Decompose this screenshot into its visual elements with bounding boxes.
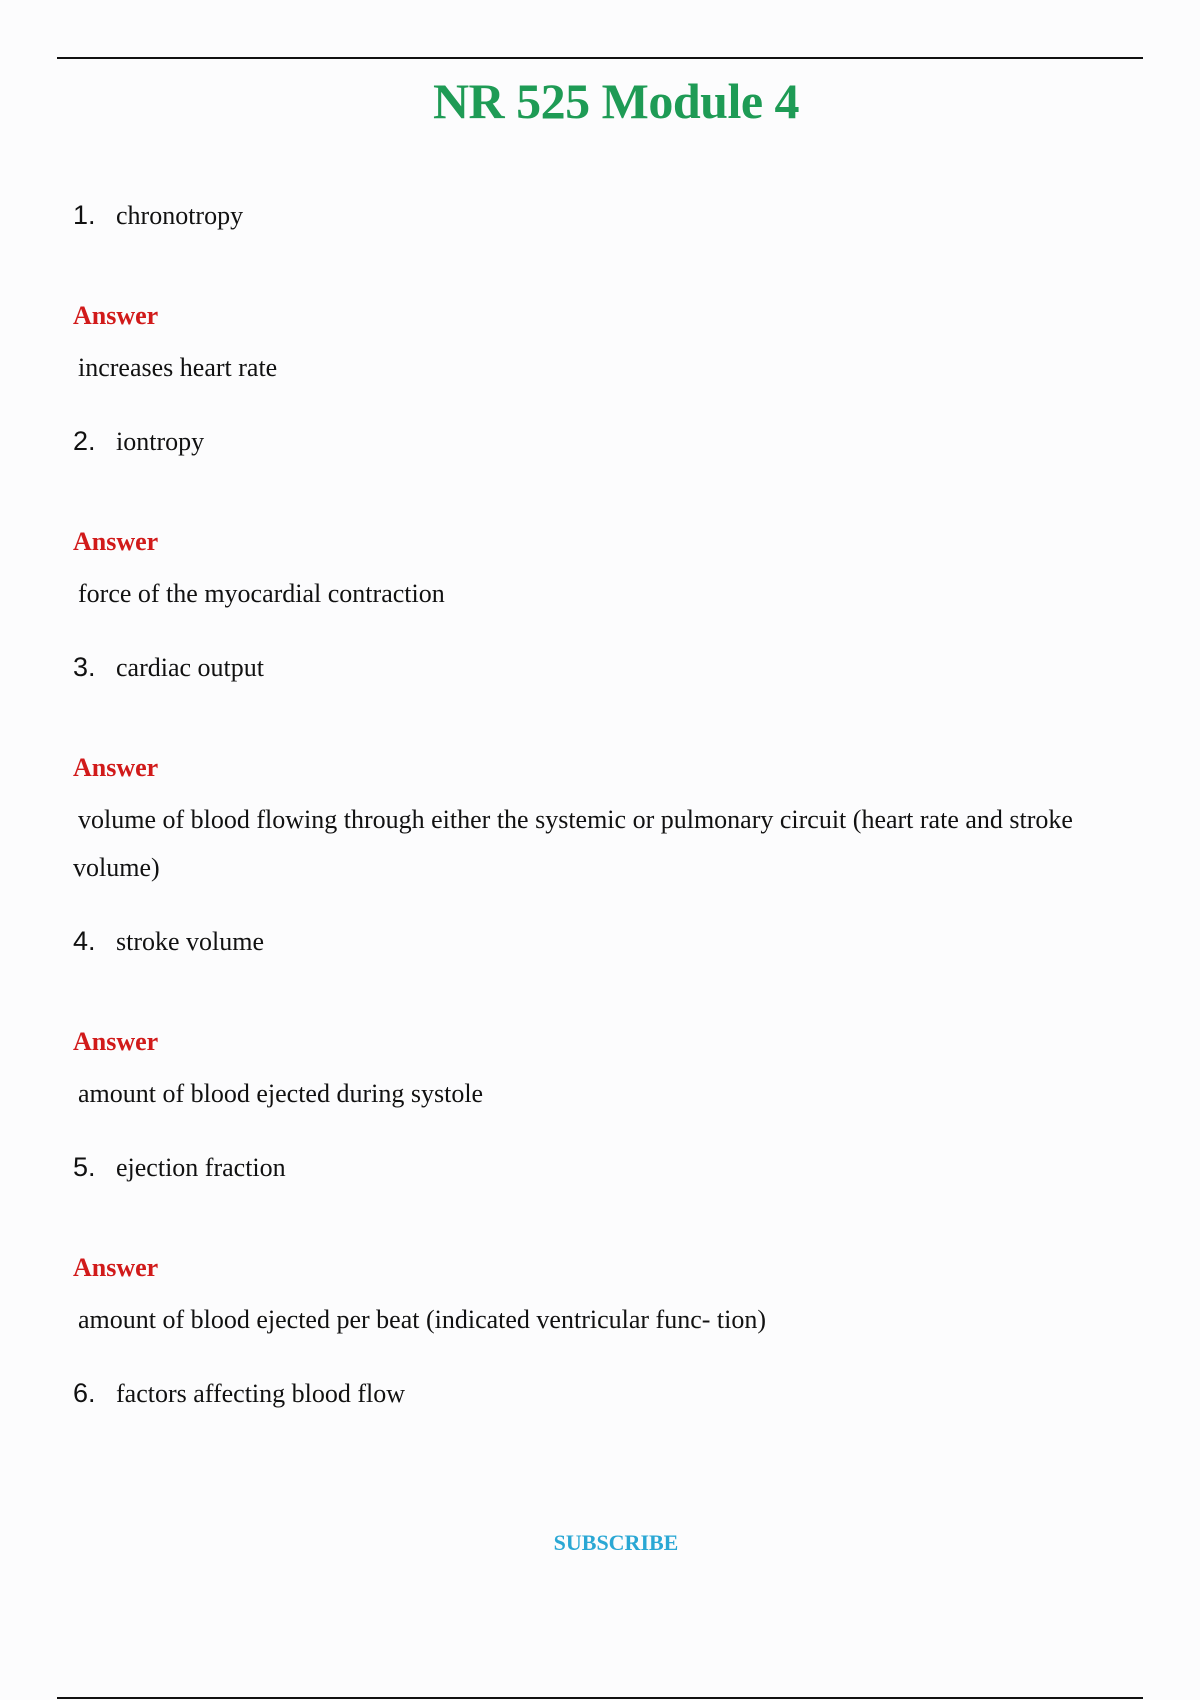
question xyxy=(73,1152,1143,1206)
answer-label: Answer xyxy=(73,1253,159,1282)
question-number: 2. xyxy=(73,426,96,456)
answer-label: Answer xyxy=(73,301,159,330)
question xyxy=(73,926,1143,980)
question xyxy=(73,1378,1143,1432)
qa-item xyxy=(73,1152,1143,1344)
question-list xyxy=(73,200,1143,1474)
subscribe-link[interactable]: SUBSCRIBE xyxy=(553,1530,679,1555)
bottom-divider xyxy=(57,1697,1143,1699)
question-number: 3. xyxy=(73,652,96,682)
qa-item xyxy=(73,426,1143,618)
question-number: 1. xyxy=(73,200,96,230)
document-title: NR 525 Module 4 xyxy=(432,73,800,129)
question xyxy=(73,200,1143,254)
qa-item xyxy=(73,926,1143,1118)
answer-text: amount of blood ejected during systole xyxy=(78,1079,484,1108)
question-text: cardiac output xyxy=(116,653,264,682)
question-number: 4. xyxy=(73,926,96,956)
qa-item xyxy=(73,652,1143,892)
answer-label: Answer xyxy=(73,753,159,782)
question-number: 6. xyxy=(73,1378,96,1408)
qa-item xyxy=(73,200,1143,392)
answer-text: force of the myocardial contraction xyxy=(78,579,445,608)
answer-text: increases heart rate xyxy=(78,353,278,382)
question-text: ejection fraction xyxy=(116,1153,286,1182)
answer-label: Answer xyxy=(73,1027,159,1056)
answer-label: Answer xyxy=(73,527,159,556)
question xyxy=(73,426,1143,480)
question-text: stroke volume xyxy=(116,927,265,956)
top-divider xyxy=(57,57,1143,59)
answer-text: volume of blood flowing through either the systemic or pulmonary circuit (heart rate and stroke volume) xyxy=(73,805,1073,882)
question-text: factors affecting blood flow xyxy=(116,1379,406,1408)
question xyxy=(73,652,1143,706)
question-number: 5. xyxy=(73,1152,96,1182)
qa-item xyxy=(73,1378,1143,1432)
answer-text: amount of blood ejected per beat (indicated ventricular func- tion) xyxy=(78,1305,766,1334)
question-text: iontropy xyxy=(116,427,205,456)
question-text: chronotropy xyxy=(116,201,244,230)
